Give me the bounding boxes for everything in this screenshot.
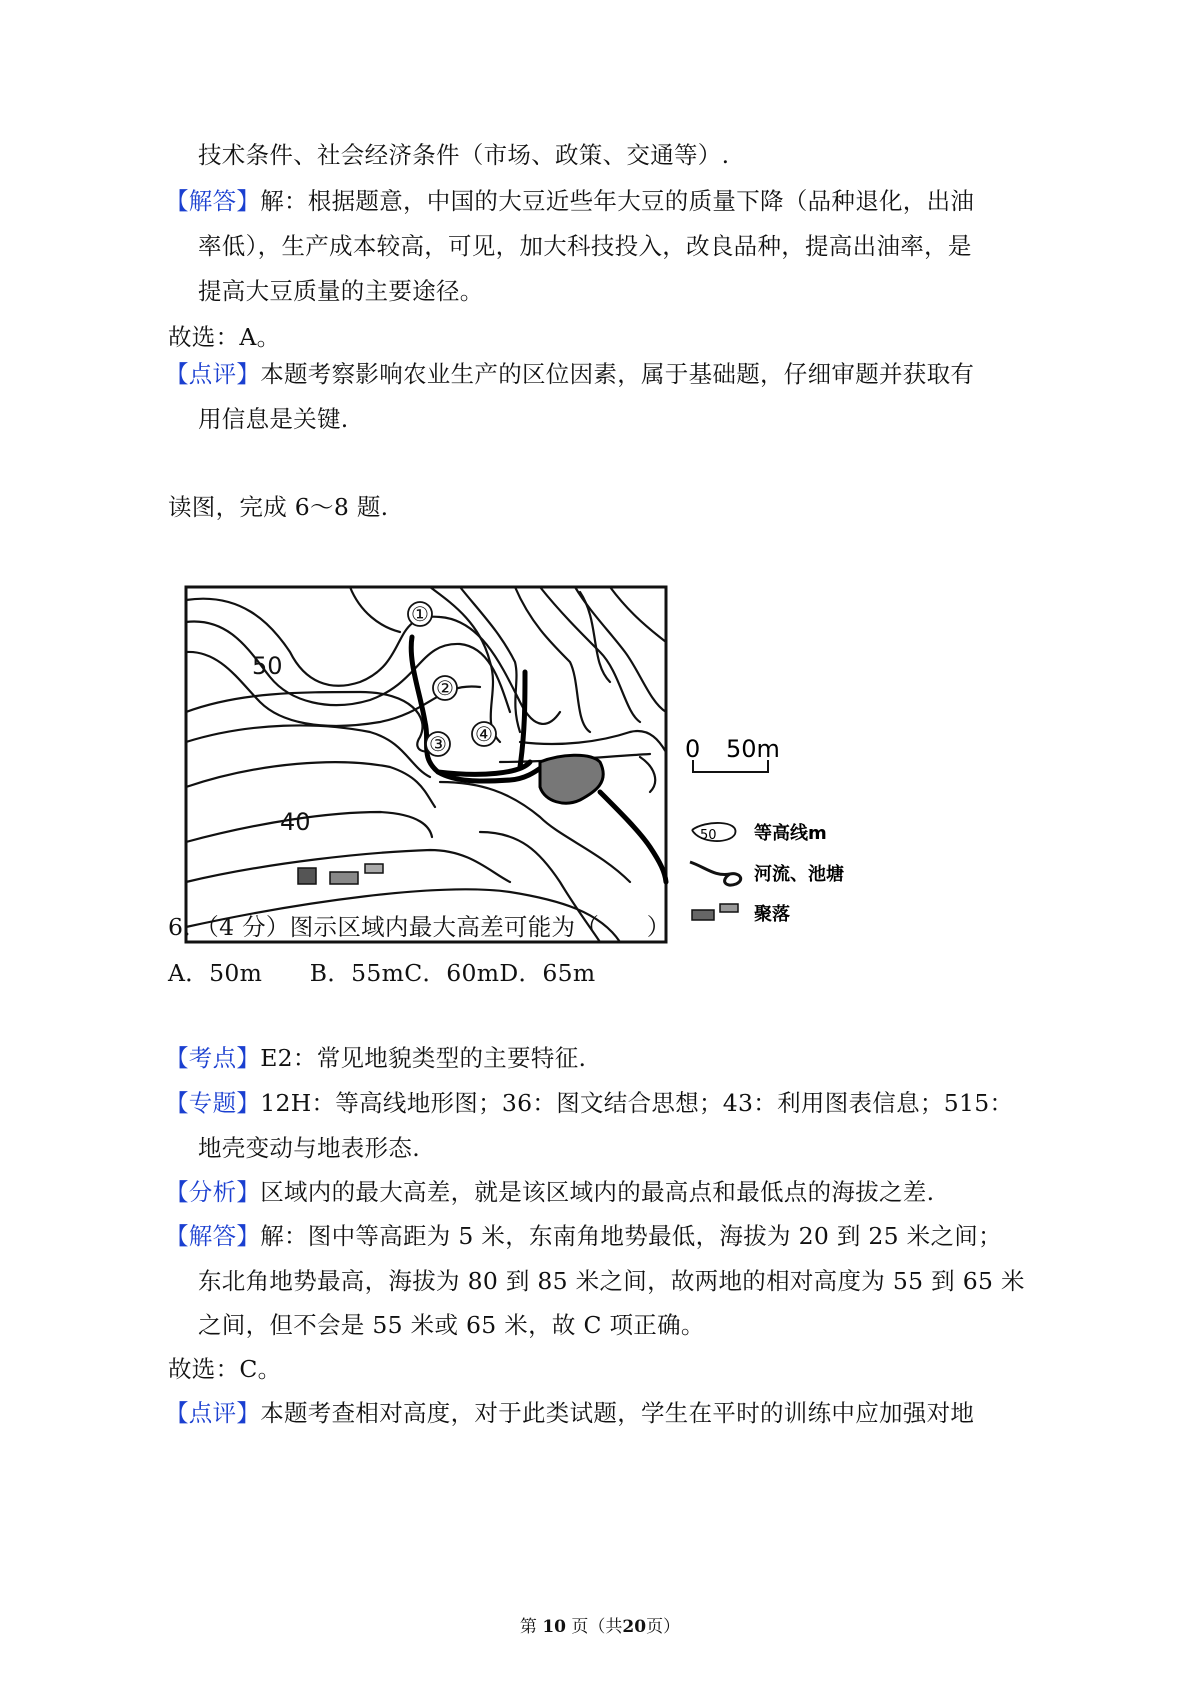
marker-3-label: ③ [429,732,447,756]
page-footer [0,1612,1200,1637]
footer-pre: 第 [519,1617,537,1637]
review-line [165,359,974,389]
review-text: 本题考察影响农业生产的区位因素，属于基础题，仔细审题并获取有 [260,360,975,388]
text-line: 提高大豆质量的主要途径。 [198,277,484,305]
fenxi-line [165,1177,934,1207]
answer-tag: 【解答】 [165,1222,261,1250]
answer-line [165,186,974,216]
contour-line [575,587,666,712]
river [600,792,666,882]
kaodian-line [165,1043,586,1073]
settlement-block [298,868,316,884]
river [438,762,530,774]
fenxi-tag: 【分析】 [165,1178,261,1206]
page-number: 10 [542,1617,566,1637]
settlement-block [365,864,383,873]
fenxi-text: 区域内的最大高差，就是该区域内的最高点和最低点的海拔之差. [260,1178,935,1206]
review-tag: 【点评】 [165,1399,261,1427]
footer-mid: 页（共 [571,1617,623,1637]
legend-contour-number: 50 [700,828,717,843]
review-tag: 【点评】 [165,360,261,388]
review-text: 本题考查相对高度，对于此类试题，学生在平时的训练中应加强对地 [260,1399,975,1427]
legend-contour-text: 等高线m [754,823,827,844]
contour-label-40: 40 [280,808,311,836]
text-line: 率低），生产成本较高，可见，加大科技投入，改良品种，提高出油率，是 [198,232,972,260]
marker-2-label: ② [436,676,454,700]
marker-4-label: ④ [475,722,493,746]
legend [690,822,844,925]
settlement-symbols [298,864,383,884]
text-line: 之间，但不会是 55 米或 65 米，故 C 项正确。 [198,1311,705,1339]
contour-label-50: 50 [252,652,283,680]
kaodian-tag: 【考点】 [165,1044,261,1072]
legend-river-icon [690,862,741,885]
contour-line [610,587,666,642]
scale-zero: 0 [685,735,701,763]
river [520,672,525,767]
page-total: 20 [622,1617,647,1637]
text-line: 地壳变动与地表形态. [198,1134,420,1162]
zhuanti-text: 12H：等高线地形图；36：图文结合思想；43：利用图表信息；515： [260,1089,1014,1117]
answer-tag: 【解答】 [165,187,261,215]
contour-line [186,762,435,807]
choice-line: 故选：A。 [168,323,281,351]
scale-50m: 50m [726,735,780,763]
review-line [165,1398,974,1428]
question-6-options: A．50m B．55mC．60mD．65m [168,959,596,987]
legend-river-text: 河流、池塘 [754,864,844,885]
text-line: 技术条件、社会经济条件（市场、政策、交通等）. [198,141,730,169]
answer-line [165,1221,1002,1251]
legend-settlement-icon [720,904,738,912]
text-line: 用信息是关键. [198,405,349,433]
contour-line [640,757,655,792]
zhuanti-tag: 【专题】 [165,1089,261,1117]
pond [540,755,603,803]
footer-post: 页） [646,1617,681,1637]
contour-line [520,731,666,752]
marker-1-label: ① [411,602,429,626]
legend-settlement-text: 聚落 [754,904,790,925]
settlement-block [330,872,358,884]
text-line: 东北角地势最高，海拔为 80 到 85 米之间，故两地的相对高度为 55 到 65 米 [198,1267,1025,1295]
answer-text: 解：图中等高距为 5 米，东南角地势最低，海拔为 20 到 25 米之间； [260,1222,1002,1250]
kaodian-text: E2：常见地貌类型的主要特征. [260,1044,587,1072]
legend-settlement-icon [692,910,714,920]
contour-line [350,587,400,632]
scale-bar [685,735,780,772]
question-6: 6．（4 分）图示区域内最大高差可能为（ ） [168,913,671,941]
question-intro: 读图，完成 6～8 题. [168,493,389,521]
answer-text: 解：根据题意，中国的大豆近些年大豆的质量下降（品种退化，出油 [260,187,975,215]
choice-line: 故选：C。 [168,1355,282,1383]
zhuanti-line [165,1088,1013,1118]
contour-line [186,692,440,751]
